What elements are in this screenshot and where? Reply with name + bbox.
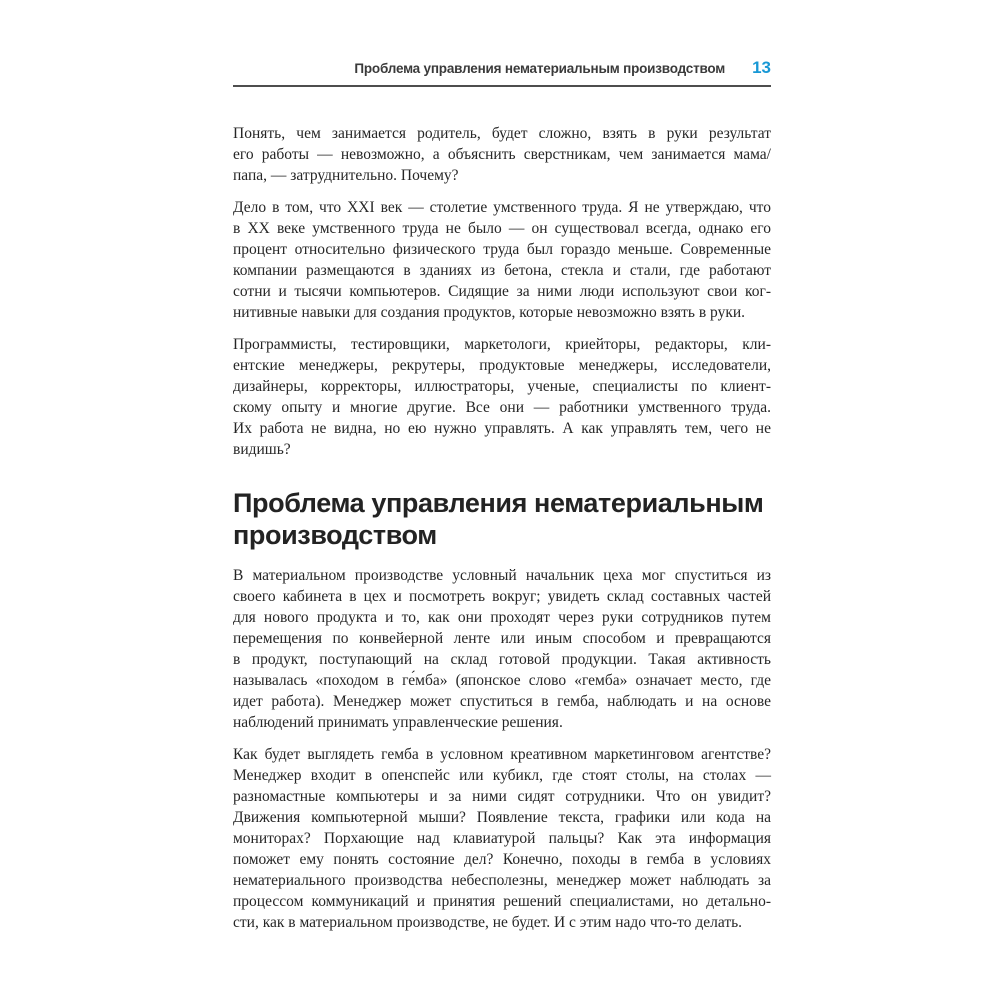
text-line: поможет ему понять состояние дел? Конечно, походы в гемба в условиях <box>233 851 771 868</box>
text-line: процессом коммуникаций и принятия решений специалистами, но детально- <box>233 893 771 910</box>
body-text <box>233 123 771 933</box>
text-line: нитивные навыки для создания продуктов, которые невозможно взять в руки. <box>233 304 746 321</box>
page-header <box>233 0 771 87</box>
text-line: Дело в том, что XXI век — столетие умственного труда. Я не утверждаю, что <box>233 199 771 216</box>
text-line: В материальном производстве условный начальник цеха мог спуститься из <box>233 567 771 584</box>
text-line: Программисты, тестировщики, маркетологи, криейторы, редакторы, кли- <box>233 336 771 353</box>
text-line: его работы — невозможно, а объяснить сверстникам, чем занимается мама/ <box>233 146 771 163</box>
text-line: процент относительно физического труда был гораздо меньше. Современные <box>233 241 771 258</box>
text-line: Понять, чем занимается родитель, будет сложно, взять в руки результат <box>233 125 771 142</box>
paragraph <box>233 334 771 460</box>
page-number: 13 <box>752 58 771 77</box>
text-line: сотни и тысячи компьютеров. Сидящие за ними люди используют свои ког- <box>233 283 771 300</box>
section-heading-line: Проблема управления нематериальным <box>233 488 764 518</box>
text-line: ентские менеджеры, рекрутеры, продуктовые менеджеры, исследователи, <box>233 357 771 374</box>
paragraph <box>233 565 771 733</box>
text-line: видишь? <box>233 441 291 458</box>
text-line: Менеджер входит в опенспейс или кубикл, где стоят столы, на столах — <box>233 767 771 784</box>
paragraph <box>233 123 771 186</box>
text-line: Движения компьютерной мыши? Появление текста, графики или кода на <box>233 809 771 826</box>
text-line: скому опыту и многие другие. Все они — работники умственного труда. <box>233 399 771 416</box>
paragraph <box>233 197 771 323</box>
text-line: Их работа не видна, но ею нужно управлять. А как управлять тем, чего не <box>233 420 771 437</box>
text-line: перемещения по конвейерной ленте или иным способом и превращаются <box>233 630 771 647</box>
page-column <box>233 0 771 944</box>
section-heading <box>233 487 771 551</box>
text-line: компании размещаются в зданиях из бетона, стекла и стали, где работают <box>233 262 771 279</box>
intro-paragraphs <box>233 123 771 460</box>
paragraph <box>233 744 771 933</box>
running-title: Проблема управления нематериальным производством <box>354 61 726 76</box>
text-line: наблюдений принимать управленческие решения. <box>233 714 563 731</box>
text-line: дизайнеры, корректоры, иллюстраторы, ученые, специалисты по клиент- <box>233 378 771 395</box>
section-paragraphs <box>233 565 771 933</box>
text-line: разномастные компьютеры и за ними сидят сотрудники. Что он увидит? <box>233 788 771 805</box>
text-line: в продукт, поступающий на склад готовой продукции. Такая активность <box>233 651 771 668</box>
text-line: мониторах? Порхающие над клавиатурой пальцы? Как эта информация <box>233 830 771 847</box>
text-line: в XX веке умственного труда не было — он существовал всегда, однако его <box>233 220 771 237</box>
text-line: для нового продукта и то, как они проходят через руки сотрудников путем <box>233 609 771 626</box>
section-heading-line: производством <box>233 520 437 550</box>
text-line: называлась «походом в ге́мба» (японское слово «гемба» означает место, где <box>233 672 771 689</box>
text-line: папа, — затруднительно. Почему? <box>233 167 459 184</box>
text-line: Как будет выглядеть гемба в условном креативном маркетинговом агентстве? <box>233 746 771 763</box>
text-line: сти, как в материальном производстве, не будет. И с этим надо что-то делать. <box>233 914 743 931</box>
text-line: нематериального производства небесполезны, менеджер может наблюдать за <box>233 872 771 889</box>
text-line: своего кабинета в цех и посмотреть вокруг; увидеть склад составных частей <box>233 588 771 605</box>
text-line: идет работа). Менеджер может спуститься в гемба, наблюдать и на основе <box>233 693 771 710</box>
